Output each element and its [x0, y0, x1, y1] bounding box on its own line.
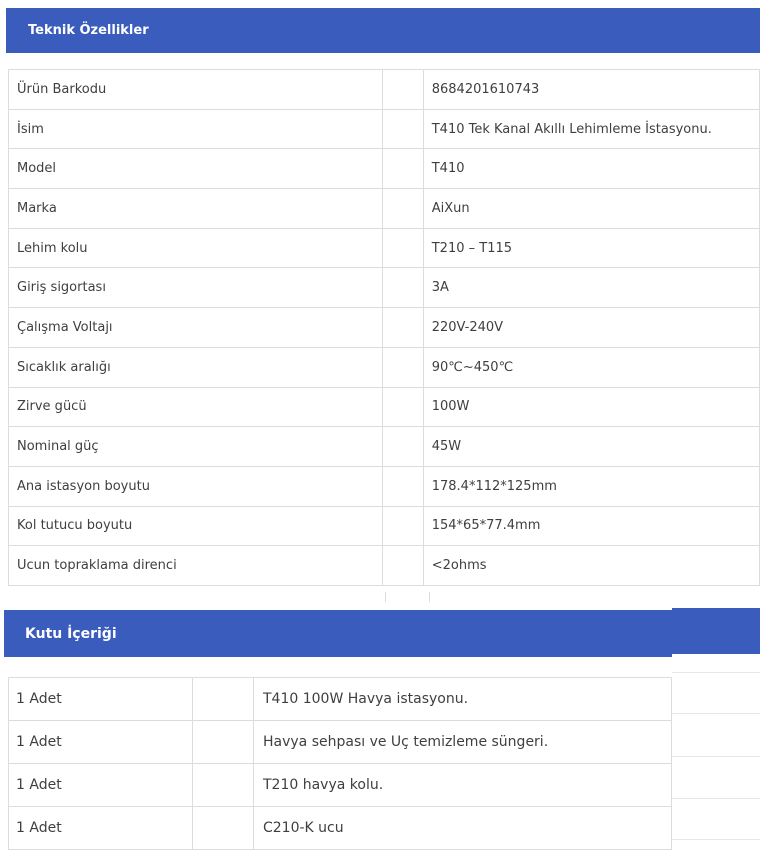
spec-label: Nominal güç — [9, 427, 383, 467]
spec-value: 220V-240V — [423, 308, 759, 348]
spec-row — [9, 189, 760, 229]
box-row — [9, 807, 672, 850]
spec-spacer-cell — [383, 268, 424, 308]
box-spacer-cell — [193, 721, 254, 764]
spec-value: T210 – T115 — [423, 228, 759, 268]
spec-row — [9, 268, 760, 308]
box-qty: 1 Adet — [9, 721, 193, 764]
spec-spacer-cell — [383, 149, 424, 189]
spec-section-header — [6, 8, 760, 53]
spec-label: Sıcaklık aralığı — [9, 347, 383, 387]
spec-spacer-cell — [383, 546, 424, 586]
spec-label: Çalışma Voltajı — [9, 308, 383, 348]
spec-spacer-cell — [383, 70, 424, 110]
box-item: C210-K ucu — [254, 807, 672, 850]
box-row — [9, 678, 672, 721]
spec-value: 100W — [423, 387, 759, 427]
spec-row — [9, 149, 760, 189]
spec-spacer-cell — [383, 506, 424, 546]
spec-spacer-cell — [383, 347, 424, 387]
spec-row — [9, 70, 760, 110]
box-section-title: Kutu İçeriği — [25, 626, 117, 642]
spec-row — [9, 109, 760, 149]
spec-value: 45W — [423, 427, 759, 467]
box-qty: 1 Adet — [9, 807, 193, 850]
spec-spacer-cell — [383, 308, 424, 348]
spec-row — [9, 228, 760, 268]
spec-value: 8684201610743 — [423, 70, 759, 110]
spec-row — [9, 427, 760, 467]
spec-value: 178.4*112*125mm — [423, 466, 759, 506]
spec-label: Ana istasyon boyutu — [9, 466, 383, 506]
box-spacer-cell — [193, 678, 254, 721]
spec-spacer-cell — [383, 427, 424, 467]
box-qty: 1 Adet — [9, 678, 193, 721]
box-qty: 1 Adet — [9, 764, 193, 807]
box-item: Havya sehpası ve Uç temizleme süngeri. — [254, 721, 672, 764]
spec-spacer-cell — [383, 466, 424, 506]
spec-row — [9, 506, 760, 546]
spec-label: Model — [9, 149, 383, 189]
box-section-header — [4, 610, 672, 657]
spec-row — [9, 466, 760, 506]
box-row — [9, 764, 672, 807]
spec-row — [9, 347, 760, 387]
spec-table — [8, 69, 760, 586]
box-section-header-extension — [672, 608, 760, 654]
spec-label: İsim — [9, 109, 383, 149]
spec-spacer-cell — [383, 189, 424, 229]
spec-label: Ürün Barkodu — [9, 70, 383, 110]
spec-spacer-cell — [383, 387, 424, 427]
spec-value: 90℃~450℃ — [423, 347, 759, 387]
spec-value: T410 Tek Kanal Akıllı Lehimleme İstasyonu. — [423, 109, 759, 149]
spec-label: Zirve gücü — [9, 387, 383, 427]
spec-table-tail — [8, 587, 760, 604]
spec-value: AiXun — [423, 189, 759, 229]
spec-value: 154*65*77.4mm — [423, 506, 759, 546]
spec-spacer-cell — [383, 228, 424, 268]
spec-label: Marka — [9, 189, 383, 229]
spec-value: <2ohms — [423, 546, 759, 586]
spec-label: Kol tutucu boyutu — [9, 506, 383, 546]
box-item: T210 havya kolu. — [254, 764, 672, 807]
box-spacer-cell — [193, 807, 254, 850]
spec-value: 3A — [423, 268, 759, 308]
spec-row — [9, 308, 760, 348]
spec-label: Ucun topraklama direnci — [9, 546, 383, 586]
spec-label: Giriş sigortası — [9, 268, 383, 308]
spec-row — [9, 387, 760, 427]
spec-row — [9, 546, 760, 586]
spec-label: Lehim kolu — [9, 228, 383, 268]
box-contents-table — [8, 677, 672, 850]
box-spacer-cell — [193, 764, 254, 807]
spec-value: T410 — [423, 149, 759, 189]
box-row — [9, 721, 672, 764]
spec-spacer-cell — [383, 109, 424, 149]
box-item: T410 100W Havya istasyonu. — [254, 678, 672, 721]
spec-section-title: Teknik Özellikler — [28, 23, 149, 38]
